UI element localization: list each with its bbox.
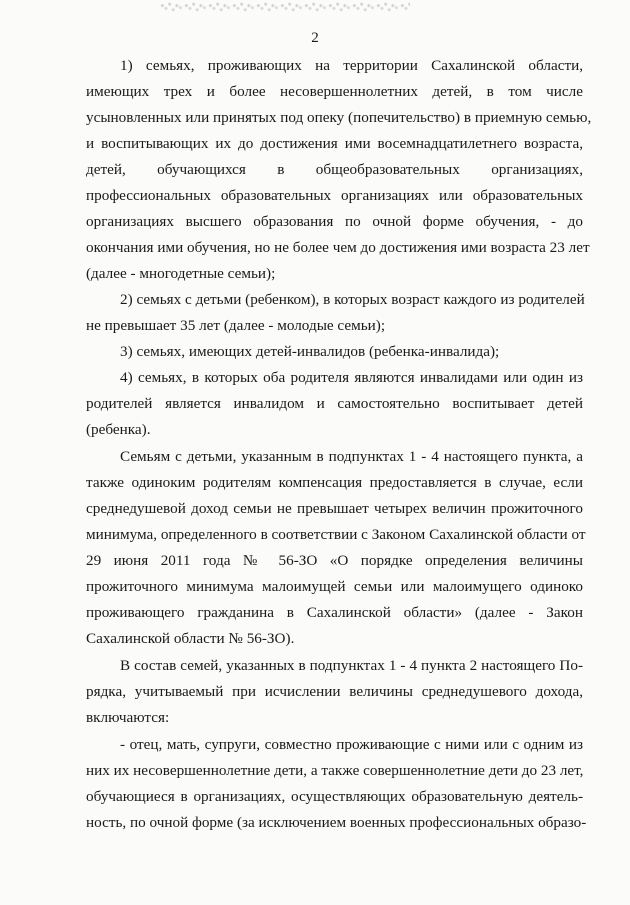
text-line: включаются: <box>86 709 170 726</box>
text-line: усыновленных или принятых под опеку (попечительство) в приемную семью, <box>86 109 592 126</box>
text-line: Семьям с детьми, указанным в подпунктах 1 - 4 настоящего пункта, а <box>120 448 583 465</box>
scan-artifact <box>160 0 410 14</box>
text-line: имеющих трех и более несовершеннолетних детей, в том числе <box>86 83 583 100</box>
text-line: не превышает 35 лет (далее - молодые семьи); <box>86 317 386 334</box>
text-line: (далее - многодетные семьи); <box>86 265 276 282</box>
text-line: ность, по очной форме (за исключением военных профессиональных образо- <box>86 814 587 831</box>
text-line: также одиноким родителям компенсация предоставляется в случае, если <box>86 474 583 491</box>
text-line: 4) семьях, в которых оба родителя являются инвалидами или один из <box>120 369 583 386</box>
text-line: окончания ими обучения, но не более чем до достижения ими возраста 23 лет <box>86 239 590 256</box>
text-line: 2) семьях с детьми (ребенком), в которых возраст каждого из родителей <box>120 291 585 308</box>
text-line: обучающиеся в организациях, осуществляющих образовательную деятель- <box>86 788 583 805</box>
text-line: и воспитывающих их до достижения ими восемнадцатилетнего возраста, <box>86 135 583 152</box>
text-line: рядка, учитываемый при исчислении величины среднедушевого дохода, <box>86 683 583 700</box>
text-line: (ребенка). <box>86 421 151 438</box>
text-line: прожиточного минимума малоимущей семьи или малоимущего одиноко <box>86 578 583 595</box>
text-line: детей, обучающихся в общеобразовательных организациях, <box>86 161 583 178</box>
text-line: 3) семьях, имеющих детей-инвалидов (ребенка-инвалида); <box>120 343 500 360</box>
text-line: 1) семьях, проживающих на территории Сахалинской области, <box>120 57 583 74</box>
text-line: минимума, определенного в соответствии с Законом Сахалинской области от <box>86 526 586 543</box>
text-line: среднедушевой доход семьи не превышает четырех величин прожиточного <box>86 500 583 517</box>
text-line: них их несовершеннолетние дети, а также совершеннолетние дети до 23 лет, <box>86 762 584 779</box>
text-line: 29 июня 2011 года № 56-ЗО «О порядке определения величины <box>86 552 583 569</box>
text-line: Сахалинской области № 56-ЗО). <box>86 630 295 647</box>
text-line: В состав семей, указанных в подпунктах 1 - 4 пункта 2 настоящего По- <box>120 657 583 674</box>
page-number: 2 <box>311 30 319 46</box>
text-line: - отец, мать, супруги, совместно проживающие с ними или с одним из <box>120 736 583 753</box>
text-line: профессиональных образовательных организациях или образовательных <box>86 187 583 204</box>
text-line: родителей является инвалидом и самостоятельно воспитывает детей <box>86 395 583 412</box>
text-line: организациях высшего образования по очной форме обучения, - до <box>86 213 583 230</box>
text-line: проживающего гражданина в Сахалинской области» (далее - Закон <box>86 604 583 621</box>
